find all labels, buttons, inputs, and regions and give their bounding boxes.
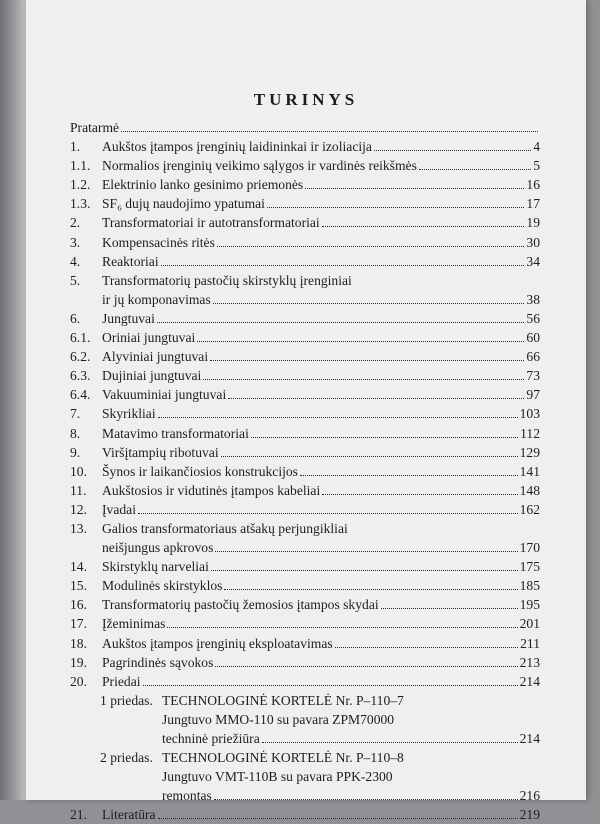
leader-dots — [121, 131, 538, 132]
entry-title: Viršįtampių ribotuvai — [102, 444, 219, 460]
toc-entry-continuation — [70, 538, 540, 557]
entry-number: 6.2. — [70, 349, 91, 365]
appendix-line: Jungtuvo MMO-110 su pavara ZPM70000 — [162, 711, 395, 727]
entry-page: 195 — [519, 597, 540, 613]
leader-dots — [224, 589, 517, 590]
entry-page: 56 — [526, 310, 540, 326]
entry-page: 170 — [519, 540, 540, 556]
leader-dots — [143, 685, 518, 686]
leader-dots — [381, 608, 518, 609]
leader-dots — [267, 207, 524, 208]
entry-number: 6. — [70, 310, 81, 326]
entry-number: 11. — [70, 482, 87, 498]
entry-title: Matavimo transformatoriai — [102, 425, 249, 441]
entry-title: Kompensacinės ritės — [102, 234, 215, 250]
entry-title: Aukštos įtampos įrenginių eksploatavimas — [102, 635, 333, 651]
toc-entry — [70, 309, 540, 328]
page-title: TURINYS — [253, 90, 359, 109]
toc-entry — [70, 137, 540, 156]
toc-entry — [70, 175, 540, 194]
toc-entry — [70, 424, 540, 443]
entry-page: 38 — [526, 291, 540, 307]
entry-number: 1.1. — [70, 158, 91, 174]
entry-title: Aukštosios ir vidutinės įtampos kabeliai — [102, 482, 321, 498]
entry-title: Transformatorių pastočių žemosios įtampos skydai — [102, 597, 379, 613]
entry-title-continuation: neišjungus apkrovos — [102, 540, 214, 556]
appendix-label: 1 priedas. — [100, 692, 153, 708]
appendix-line: TECHNOLOGINĖ KORTELĖ Nr. P–110–7 — [162, 692, 404, 708]
entry-title: Skirstyklų narveliai — [102, 559, 209, 575]
entry-title: Vakuuminiai jungtuvai — [102, 387, 227, 403]
toc-entry — [70, 385, 540, 404]
leader-dots — [262, 742, 518, 743]
entry-title: Skyrikliai — [102, 406, 156, 422]
entry-number: 3. — [70, 234, 81, 250]
entry-title: Galios transformatoriaus atšakų perjungikliai — [102, 520, 348, 536]
appendix-line: TECHNOLOGINĖ KORTELĖ Nr. P–110–8 — [162, 750, 404, 766]
entry-title: Normalios įrenginių veikimo sąlygos ir vardinės reikšmės — [102, 158, 417, 174]
entry-page: 103 — [519, 406, 540, 422]
entry-number: 20. — [70, 673, 87, 689]
leader-dots — [251, 437, 518, 438]
entry-title: Įvadai — [102, 501, 136, 517]
entry-number: 16. — [70, 597, 87, 613]
toc-entry — [70, 347, 540, 366]
appendix-label: 2 priedas. — [100, 750, 153, 766]
entry-number: 13. — [70, 520, 87, 536]
entry-page: 213 — [519, 654, 540, 670]
entry-page: 97 — [526, 387, 540, 403]
toc-entry — [70, 595, 540, 614]
entry-page: 5 — [533, 158, 540, 174]
toc-entry — [70, 252, 540, 271]
entry-number: 1.3. — [70, 196, 91, 212]
entry-title: Transformatoriai ir autotransformatoriai — [102, 215, 320, 231]
entry-page: 175 — [519, 559, 540, 575]
entry-page: 216 — [519, 788, 540, 804]
leader-dots — [157, 322, 525, 323]
leader-dots — [221, 456, 518, 457]
entry-title: Šynos ir laikančiosios konstrukcijos — [102, 463, 298, 479]
toc-entry — [70, 194, 540, 213]
leader-dots — [197, 341, 524, 342]
entry-number: 7. — [70, 406, 81, 422]
entry-number: 1.2. — [70, 177, 91, 193]
entry-page: 4 — [533, 139, 540, 155]
toc-entry — [70, 233, 540, 252]
appendix-entry — [70, 748, 540, 767]
leader-dots — [228, 398, 524, 399]
book-page — [26, 0, 586, 823]
page-gutter — [0, 0, 28, 800]
toc-entry — [70, 614, 540, 633]
toc-entry — [70, 500, 540, 519]
entry-title: Reaktoriai — [102, 253, 159, 269]
toc-entry — [70, 213, 540, 232]
entry-title: SF₆ dujų naudojimo ypatumai — [102, 196, 265, 212]
entry-number: 6.3. — [70, 368, 91, 384]
toc-entry — [70, 576, 540, 595]
entry-page: 211 — [520, 635, 540, 651]
leader-dots — [305, 188, 524, 189]
toc-entry — [70, 805, 540, 824]
leader-dots — [215, 551, 517, 552]
entry-page: 112 — [520, 425, 540, 441]
entry-title: Įžeminimas — [102, 616, 166, 632]
toc-entry — [70, 156, 540, 175]
leader-dots — [203, 379, 524, 380]
entry-page: 214 — [519, 673, 540, 689]
leader-dots — [322, 494, 517, 495]
toc-entry — [70, 519, 540, 538]
entry-page: 60 — [526, 330, 540, 346]
leader-dots — [215, 666, 517, 667]
appendix-line: techninė priežiūra — [162, 731, 260, 746]
toc-entry-continuation — [70, 290, 540, 309]
leader-dots — [335, 647, 518, 648]
appendix-entry — [70, 710, 540, 729]
entry-title: Jungtuvai — [102, 310, 155, 326]
entry-title: Aukštos įtampos įrenginių laidininkai ir izoliacija — [102, 139, 372, 155]
appendix-entry — [70, 691, 540, 710]
entry-title: Pratarmė — [70, 120, 120, 135]
leader-dots — [213, 303, 525, 304]
toc-entry — [70, 404, 540, 423]
leader-dots — [419, 169, 531, 170]
entry-title: Alyviniai jungtuvai — [102, 349, 209, 365]
toc-entry — [70, 557, 540, 576]
table-of-contents — [70, 118, 540, 824]
entry-number: 6.4. — [70, 387, 91, 403]
toc-entry — [70, 462, 540, 481]
toc-entry — [70, 634, 540, 653]
entry-page: 34 — [526, 253, 540, 269]
entry-title: Oriniai jungtuvai — [102, 330, 196, 346]
entry-number: 5. — [70, 272, 81, 288]
entry-page: 214 — [519, 731, 540, 746]
appendix-entry — [70, 786, 540, 805]
entry-title: Priedai — [102, 673, 141, 689]
appendix-entry — [70, 767, 540, 786]
entry-number: 1. — [70, 139, 81, 155]
toc-entry — [70, 443, 540, 462]
entry-title: Transformatorių pastočių skirstyklų įrenginiai — [102, 272, 352, 288]
toc-entry — [70, 481, 540, 500]
appendix-line: remontas — [162, 788, 212, 804]
leader-dots — [210, 360, 524, 361]
toc-entry — [70, 672, 540, 691]
entry-number: 4. — [70, 253, 81, 269]
entry-page: 185 — [519, 578, 540, 594]
entry-number: 15. — [70, 578, 87, 594]
leader-dots — [300, 475, 518, 476]
toc-entry — [70, 271, 540, 290]
entry-title: Pagrindinės sąvokos — [102, 654, 214, 670]
entry-page: 66 — [526, 349, 540, 365]
appendix-entry — [70, 729, 540, 748]
entry-page: 148 — [519, 482, 540, 498]
toc-entry — [70, 118, 540, 137]
entry-title-continuation: ir jų komponavimas — [102, 291, 211, 307]
toc-entry — [70, 328, 540, 347]
entry-number: 18. — [70, 635, 87, 651]
entry-title: Modulinės skirstyklos — [102, 578, 223, 594]
entry-number: 2. — [70, 215, 81, 231]
entry-page: 219 — [519, 807, 540, 823]
entry-number: 8. — [70, 425, 81, 441]
entry-number: 12. — [70, 501, 87, 517]
entry-page: 73 — [526, 368, 540, 384]
leader-dots — [161, 265, 525, 266]
entry-number: 9. — [70, 444, 81, 460]
entry-title: Literatūra — [102, 807, 156, 823]
leader-dots — [217, 246, 525, 247]
entry-page: 19 — [526, 215, 540, 231]
entry-number: 10. — [70, 463, 87, 479]
entry-title: Elektrinio lanko gesinimo priemonės — [102, 177, 304, 193]
appendix-line: Jungtuvo VMT-110B su pavara PPK-2300 — [162, 769, 393, 785]
entry-page: 16 — [526, 177, 540, 193]
leader-dots — [167, 627, 517, 628]
entry-page: 141 — [519, 463, 540, 479]
entry-title: Dujiniai jungtuvai — [102, 368, 202, 384]
leader-dots — [138, 513, 518, 514]
entry-number: 19. — [70, 654, 87, 670]
entry-page: 17 — [526, 196, 540, 212]
leader-dots — [322, 226, 525, 227]
leader-dots — [158, 417, 518, 418]
leader-dots — [158, 818, 518, 819]
leader-dots — [211, 570, 518, 571]
entry-page: 30 — [526, 234, 540, 250]
toc-entry — [70, 366, 540, 385]
entry-number: 17. — [70, 616, 87, 632]
entry-number: 14. — [70, 559, 87, 575]
entry-number: 6.1. — [70, 330, 91, 346]
entry-number: 21. — [70, 807, 87, 823]
entry-page: 162 — [519, 501, 540, 517]
leader-dots — [374, 150, 531, 151]
toc-entry — [70, 653, 540, 672]
entry-page: 129 — [519, 444, 540, 460]
entry-page: 201 — [519, 616, 540, 632]
